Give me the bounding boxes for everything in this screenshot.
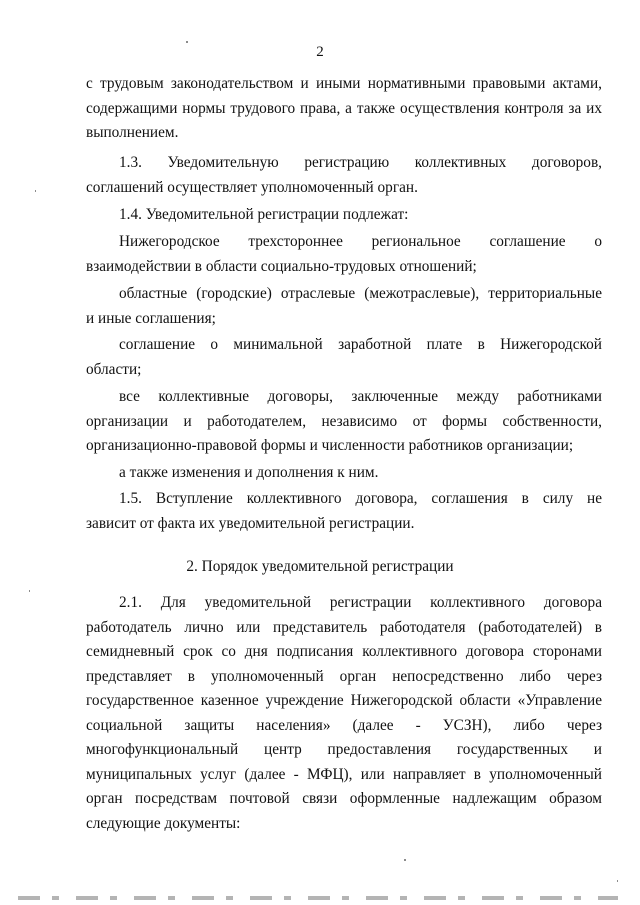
scan-speck: [404, 859, 406, 861]
text-line: и иные соглашения;: [86, 309, 216, 327]
text-line: организации и работодателем, независимо от формы собственности,: [86, 412, 602, 430]
scan-speck: [186, 41, 188, 43]
text-line: семидневный срок со дня подписания коллективного договора сторонами: [86, 643, 602, 660]
text-line: социальной защиты населения» (далее - УСЗН), либо через: [86, 716, 602, 734]
text-line: области;: [86, 360, 142, 378]
paragraph-continuation: [86, 72, 602, 146]
section-heading: 2. Порядок уведомительной регистрации: [186, 558, 454, 575]
text-line: муниципальных услуг (далее - МФЦ), или направляет в уполномоченный: [86, 765, 602, 783]
text-line: государственное казенное учреждение Нижегородской области «Управление: [86, 692, 602, 709]
text-line: соглашений осуществляет уполномоченный орган.: [86, 178, 418, 196]
text-line: взаимодействии в области социально-трудовых отношений;: [86, 257, 477, 275]
paragraph-2-1: [86, 591, 602, 836]
text-line: а также изменения и дополнения к ним.: [119, 464, 379, 481]
text-line: областные (городские) отраслевые (межотраслевые), территориальные: [119, 285, 602, 302]
text-line: 1.4. Уведомительной регистрации подлежат:: [119, 206, 409, 223]
text-line: соглашение о минимальной заработной плате в Нижегородской: [119, 336, 602, 353]
text-line: Нижегородское трехстороннее региональное соглашение о: [119, 233, 602, 250]
list-item-minimum-wage: [86, 333, 602, 382]
scan-speck: [35, 190, 36, 192]
paragraph-1-4: [86, 203, 602, 228]
scan-bottom-edge: [18, 896, 618, 900]
paragraph-1-3: [86, 151, 602, 200]
text-line: следующие документы:: [86, 814, 241, 832]
list-item-regional-sectoral: [86, 282, 602, 331]
text-line: 1.5. Вступление коллективного договора, соглашения в силу не: [119, 490, 602, 507]
text-line: представляет в уполномоченный орган непосредственно либо через: [86, 667, 602, 685]
text-line: выполнением.: [86, 124, 179, 141]
text-line: многофункциональный центр предоставления государственных и: [86, 741, 602, 758]
text-line: 1.3. Уведомительную регистрацию коллективных договоров,: [119, 154, 602, 171]
paragraph-1-5: [86, 487, 602, 536]
scan-speck: [617, 880, 618, 882]
list-item-collective-agreements: [86, 385, 602, 459]
text-line: работодатель лично или представитель работодателя (работодателей) в: [86, 618, 602, 636]
text-line: содержащими нормы трудового права, а также осуществления контроля за их: [86, 99, 602, 117]
text-line: зависит от факта их уведомительной регистрации.: [86, 514, 415, 532]
text-line: все коллективные договоры, заключенные между работниками: [119, 388, 602, 405]
page-number: 2: [316, 44, 324, 60]
list-item-amendments: [86, 461, 602, 486]
list-item-regional-agreement: [86, 230, 602, 279]
text-line: с трудовым законодательством и иными нормативными правовыми актами,: [86, 75, 602, 92]
scan-speck: [29, 590, 30, 592]
text-line: организационно-правовой формы и численности работников организации;: [86, 437, 574, 454]
text-line: 2.1. Для уведомительной регистрации коллективного договора: [119, 594, 602, 611]
text-line: орган посредствам почтовой связи оформленные надлежащим образом: [86, 790, 602, 807]
